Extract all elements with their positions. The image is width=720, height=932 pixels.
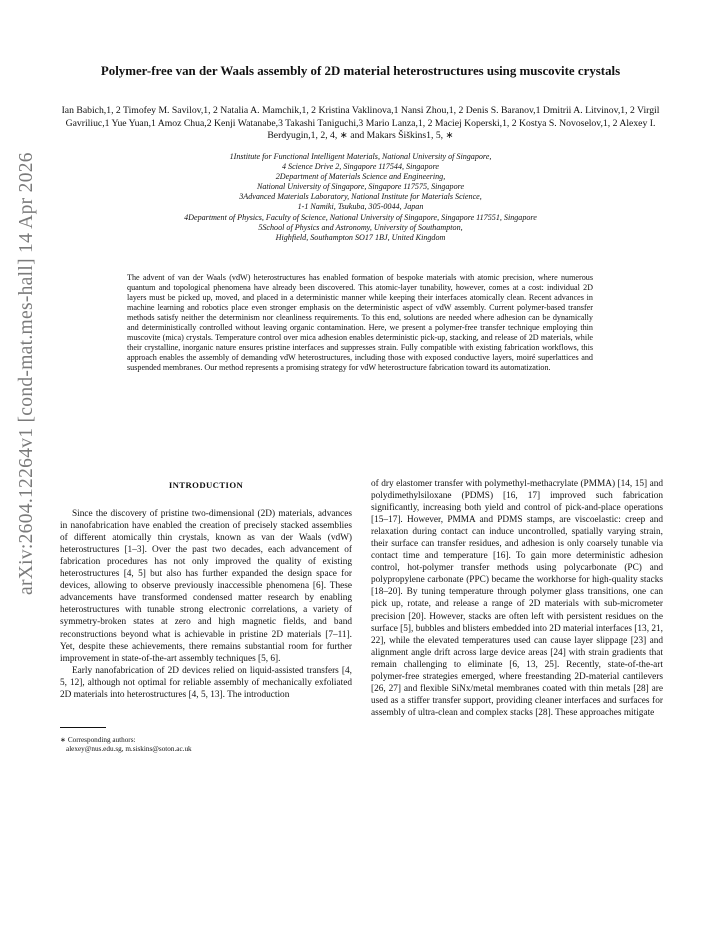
footnote-label: ∗ Corresponding authors: — [60, 735, 136, 744]
footnote-rule — [60, 727, 106, 728]
affiliation-line: 5School of Physics and Astronomy, University of Southampton, — [258, 222, 463, 232]
paper-title: Polymer-free van der Waals assembly of 2D material heterostructures using muscovite crystals — [100, 64, 621, 78]
arxiv-identifier: arXiv:2604.12264v1 [cond-mat.mes-hall] 14 Apr 2026 — [16, 152, 37, 595]
footnote — [60, 736, 352, 755]
affiliation-line: 2Department of Materials Science and Engineering, — [275, 172, 446, 182]
right-column — [371, 478, 663, 719]
body-paragraph: Since the discovery of pristine two-dimensional (2D) materials, advances in nanofabrication have enabled the creation of precisely stacked assemblies of different atomically thin crystals, known as van der Waals (vdW) heterostructures [1–3]. Over the past two decades, each advancement of fabrication procedures has not only improved the quality of existing heterostructures [4, 5] but also has further expanded the design space for devices, allowing to observe previously inaccessible phenomena [6]. These advancements have transformed condensed matter research by enabling heterostructures with tunable strong electronic correlations, a variety of symmetry-broken states at zero and high magnetic fields, and band reconstructions beyond what is achievable in pristine 2D materials [7–11]. Yet, despite these achievements, there remains substantial room for further improvement in state-of-the-art assembly techniques [5, 6]. — [60, 509, 352, 664]
abstract: The advent of van der Waals (vdW) heterostructures has enabled formation of bespoke materials with atomic precision, where numerous quantum and topological phenomena have already been discovered. This atomic-layer tunability, however, comes at a cost: individual 2D layers must be picked up, moved, and placed in a deterministic manner while keeping their interfaces atomically clean. Recent advances in machine learning and robotics place even stronger emphasis on the deterministic aspect of vdW assembly. Current polymer-based transfer methods satisfy neither the determinism nor cleanliness requirements. To this end, solutions are needed where adhesion can be dynamically and deterministically controlled without leaving organic contamination. Here, we present a polymer-free transfer technique employing thin muscovite (mica) crystals. Temperature control over mica adhesion enables deterministic pick-up, stacking, and release of 2D materials, while their crystalline, inorganic nature ensures pristine interfaces and suppresses strain. Fully compatible with existing fabrication workflows, this approach enables the assembly of demanding vdW heterostructures, including those with exposed conductive layers, moiré superlattices and suspended membranes. Our method represents a promising strategy for vdW heterostructure fabrication toward its automatization. — [127, 273, 593, 373]
section-heading: INTRODUCTION — [168, 480, 244, 490]
author-list: Ian Babich,1, 2 Timofey M. Savilov,1, 2 Natalia A. Mamchik,1, 2 Kristina Vaklinova,1 Nansi Zhou,1, 2 Denis S. Baranov,1 Dmitrii A. Litvinov,1, 2 Virgil Gavriliuc,1 Yue Yuan,1 Amoz Chua,2 Kenji Watanabe,3 Takashi Taniguchi,3 Mario Lanza,1, 2 Maciej Koperski,1, 2 Kostya S. Novoselov,1, 2 Alexey I. Berdyugin,1, 2, 4, ∗ and Makars Šiškins1, 5, ∗ — [61, 105, 660, 142]
affiliation-line: 4Department of Physics, Faculty of Science, National University of Singapore, Singapore 117551, Singapore — [184, 212, 537, 222]
affiliations — [60, 152, 661, 243]
affiliation-line: 3Advanced Materials Laboratory, National Institute for Materials Science, — [239, 192, 482, 202]
affiliation-line: 1Institute for Functional Intelligent Materials, National University of Singapore, — [229, 152, 492, 161]
affiliation-line: 1-1 Namiki, Tsukuba, 305-0044, Japan — [297, 202, 424, 212]
body-paragraph: of dry elastomer transfer with polymethyl-methacrylate (PMMA) [14, 15] and polydimethylsiloxane (PDMS) [16, 17] improved such fabrication significantly, increasing both yield and control of pick-and-place operations [15–17]. However, PMMA and PDMS stamps, are viscoelastic: creep and relaxation during contact can induce uncontrolled, spatially varying strain, their surface can transfer residues, and adhesion is only coarsely tunable via contact time and temperature [16]. To gain more deterministic adhesion control, hot-polymer transfer methods using polycarbonate (PC) and polypropylene carbonate (PPC) became the workhorse for high-quality stacks [18–20]. By tuning temperature through polymer glass transitions, one can pick up, rotate, and release a range of 2D materials with sub-micrometer precision [20]. However, stacks are often left with persistent residues on the surface [5], bubbles and blisters embedded into 2D material interfaces [13, 21, 22], while the elevated temperatures used can cause layer slippage [23] and alignment angle drift across large device areas [24] with strain gradients that remain challenging to eliminate [6, 13, 25]. Recently, state-of-the-art polymer-free strategies emerged, where freestanding 2D-material cantilevers [26, 27] and flexible SiNx/metal membranes coated with thin metals [28] are used as a stiffer transfer support, providing cleaner interfaces and surfaces for assembly of ultra-clean and complex stacks [28]. These approaches mitigate — [371, 479, 663, 718]
affiliation-line: 4 Science Drive 2, Singapore 117544, Singapore — [281, 162, 440, 172]
affiliation-line: National University of Singapore, Singapore 117575, Singapore — [256, 182, 465, 192]
left-column — [60, 478, 352, 754]
body-paragraph: Early nanofabrication of 2D devices relied on liquid-assisted transfers [4, 5, 12], although not optimal for reliable assembly of mechanically exfoliated 2D materials into heterostructures [4, 5, 13]. The introduction — [60, 665, 352, 700]
affiliation-line: Highfield, Southampton SO17 1BJ, United Kingdom — [275, 232, 446, 242]
footnote-emails: alexey@nus.edu.sg, m.siskins@soton.ac.uk — [66, 745, 192, 754]
